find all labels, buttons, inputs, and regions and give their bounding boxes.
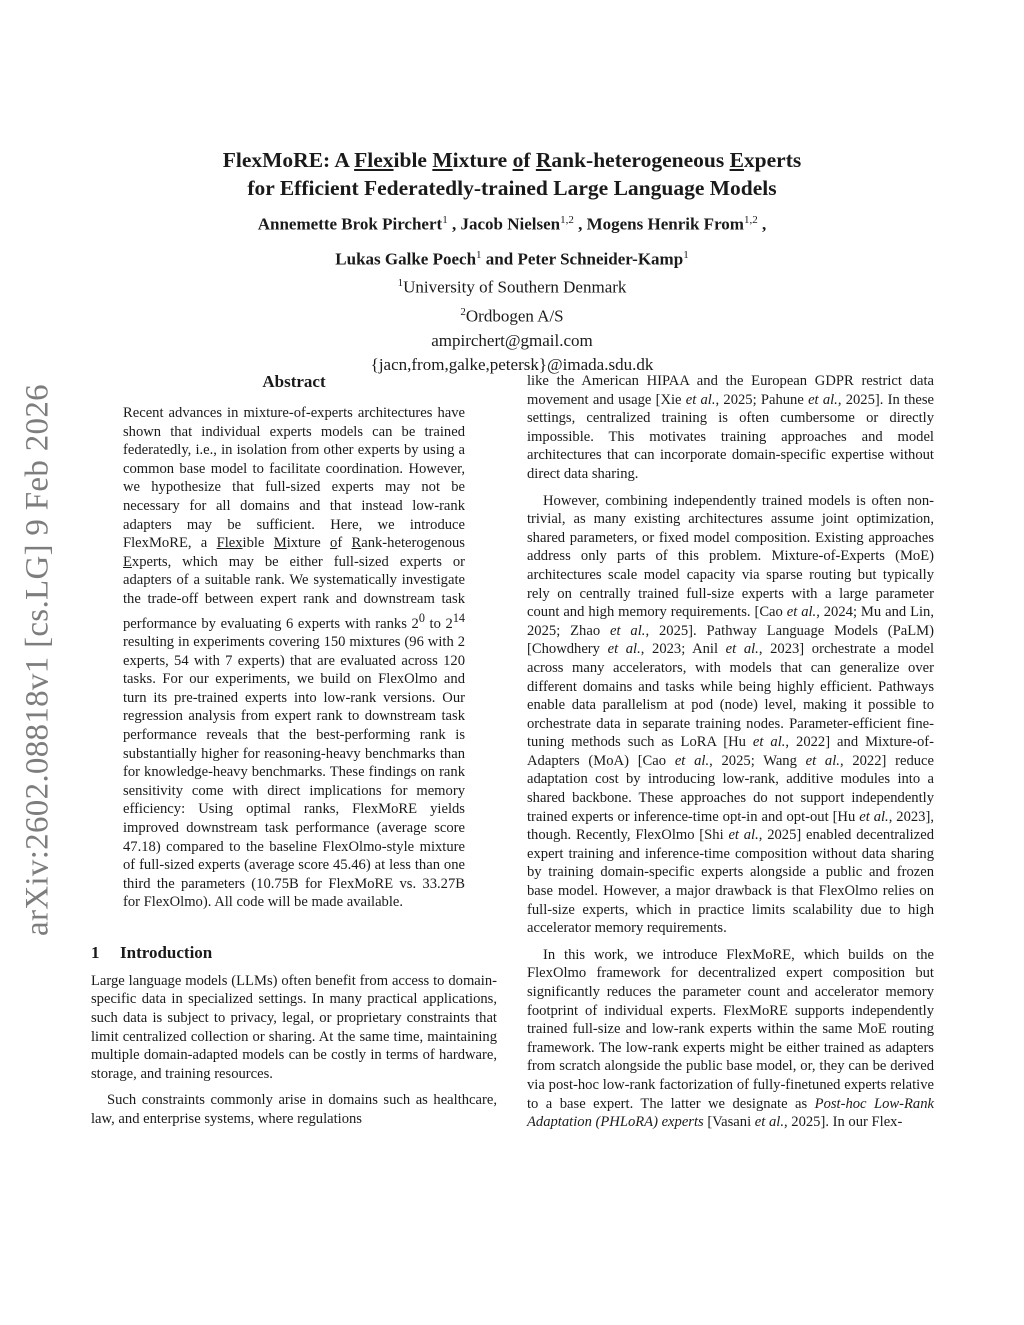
paper-title-line-2: for Efficient Federatedly-trained Large Language Models (247, 176, 777, 200)
right-paragraph-2: However, combining independently trained models is often non-trivial, as many existing architectures assume joint optimization, shared parameters, or fixed model composition. Existing approaches address only parts of this problem. Mixture-of-Experts (MoE) architectures scale model capacity via sparse routing but typically rely on centrally trained full-size experts with a large parameter count and high memory requirements. [Cao et al., 2024; Mu and Lin, 2025; Zhao et al., 2025]. Pathway Language Models (PaLM) [Chowdhery et al., 2023; Anil et al., 2023] orchestrate a model across many accelerators, with models that can generalize over different domains and tasks while being highly efficient. Pathways enable data parallelism at pod (node) level, making it possible to orchestrate data in separate training nodes. Parameter-efficient fine-tuning methods such as LoRA [Hu et al., 2022] and Mixture-of-Adapters (MoA) [Cao et al., 2025; Wang et al., 2022] reduce adaptation cost by introducing low-rank, additive modules into a shared backbone. These approaches do not support independently trained experts or inference-time opt-in and opt-out [Hu et al., 2023], though. Recently, FlexOlmo [Shi et al., 2025] enabled decentralized expert training and inference-time composition without data sharing by training domain-specific experts alongside a public and frozen base model. However, a major drawback is that FlexOlmo relies on full-size experts, which in practice limits scalability due to high accelerator memory requirements. (527, 492, 935, 937)
right-paragraph-1: like the American HIPAA and the European GDPR restrict data movement and usage [Xie et al., 2025; Pahune et al., 2025]. In these settings, centralized training is often cumbersome or directly impossible. This motivates training approaches and model architectures that can incorporate domain-specific expertise without direct data sharing. (527, 373, 934, 482)
authors-line-2: Lukas Galke Poech$^1$ and Peter Schneider-Kamp$^1$ (335, 248, 689, 269)
affiliation-2: $^2$Ordbogen A/S (460, 305, 564, 326)
section-number: 1 (91, 942, 100, 962)
email-1: ampirchert@gmail.com (431, 330, 593, 350)
section-title: Introduction (120, 942, 213, 962)
intro-paragraph-1: Large language models (LLMs) often benefit from access to domain-specific data in specialized settings. In many practical applications, such data is subject to privacy, legal, or proprietary constraints that limit centralized collection or sharing. At the same time, maintaining multiple domain-adapted models can be costly in terms of hardware, storage, and training resources. (91, 972, 497, 1082)
paper-header (0, 146, 1024, 377)
right-column (527, 372, 934, 1140)
section-heading-introduction (91, 942, 497, 964)
affiliation-1: $^1$University of Southern Denmark (397, 277, 627, 297)
arxiv-side-stamp: arXiv:2602.08818v1 [cs.LG] 9 Feb 2026 (19, 384, 56, 936)
intro-paragraph-2: Such constraints commonly arise in domains such as healthcare, law, and enterprise systems, where regulations (91, 1092, 497, 1128)
authors-line-1: Annemette Brok Pirchert$^1$ , Jacob Nielsen$^{1,2}$ , Mogens Henrik From$^{1,2}$ , (257, 214, 767, 234)
paper-title-line-1: FlexMoRE: A Flexible Mixture of Rank-heterogeneous Experts (222, 148, 802, 172)
abstract-text: Recent advances in mixture-of-experts architectures have shown that individual experts models can be trained federatedly, i.e., in isolation from other experts by using a common base model to facilitate coordination. However, we hypothesize that full-sized experts may not be necessary for all domains and that instead low-rank adapters may be sufficient. Here, we introduce FlexMoRE, a Flexible Mixture of Rank-heterogenous Experts, which may be either full-sized experts or adapters of a suitable rank. We systematically investigate the trade-off between expert rank and downstream task performance by evaluating 6 experts with ranks $2^0$ to $2^{14}$ resulting in experiments covering 150 mixtures (96 with 2 experts, 54 with 7 experts) that are evaluated across 120 tasks. For our experiments, we build on FlexOlmo and turn its pre-trained experts into low-rank versions. Our regression analysis from expert rank to downstream task performance reveals that the best-performing rank is substantially higher for reasoning-heavy benchmarks than for knowledge-heavy benchmarks. These findings on rank sensitivity come with direct implications for memory efficiency: Using optimal ranks, FlexMoRE yields improved downstream task performance (average score 47.18) compared to the baseline FlexOlmo-style mixture of full-sized experts (average score 45.46) at less than one third the parameters (10.75B for FlexMoRE vs. 33.27B for FlexOlmo). All code will be made available. (123, 405, 465, 911)
right-paragraph-3: In this work, we introduce FlexMoRE, which builds on the FlexOlmo framework for decentralized expert composition but significantly reduces the parameter count and accelerator memory footprint of individual experts. FlexMoRE supports independently trained full-size and low-rank experts within the same MoE routing framework. The low-rank experts might be either trained as adapters from scratch alongside the public base model, or, they can be derived via post-hoc low-rank factorization of fully-finetuned experts relative to a base expert. The latter we designate as Post-hoc Low-Rank Adaptation (PHLoRA) experts [Vasani et al., 2025]. In our Flex- (527, 946, 934, 1131)
email-2: {jacn,from,galke,petersk}@imada.sdu.dk (370, 354, 654, 374)
abstract-heading: Abstract (262, 372, 326, 391)
left-column (91, 372, 497, 1137)
